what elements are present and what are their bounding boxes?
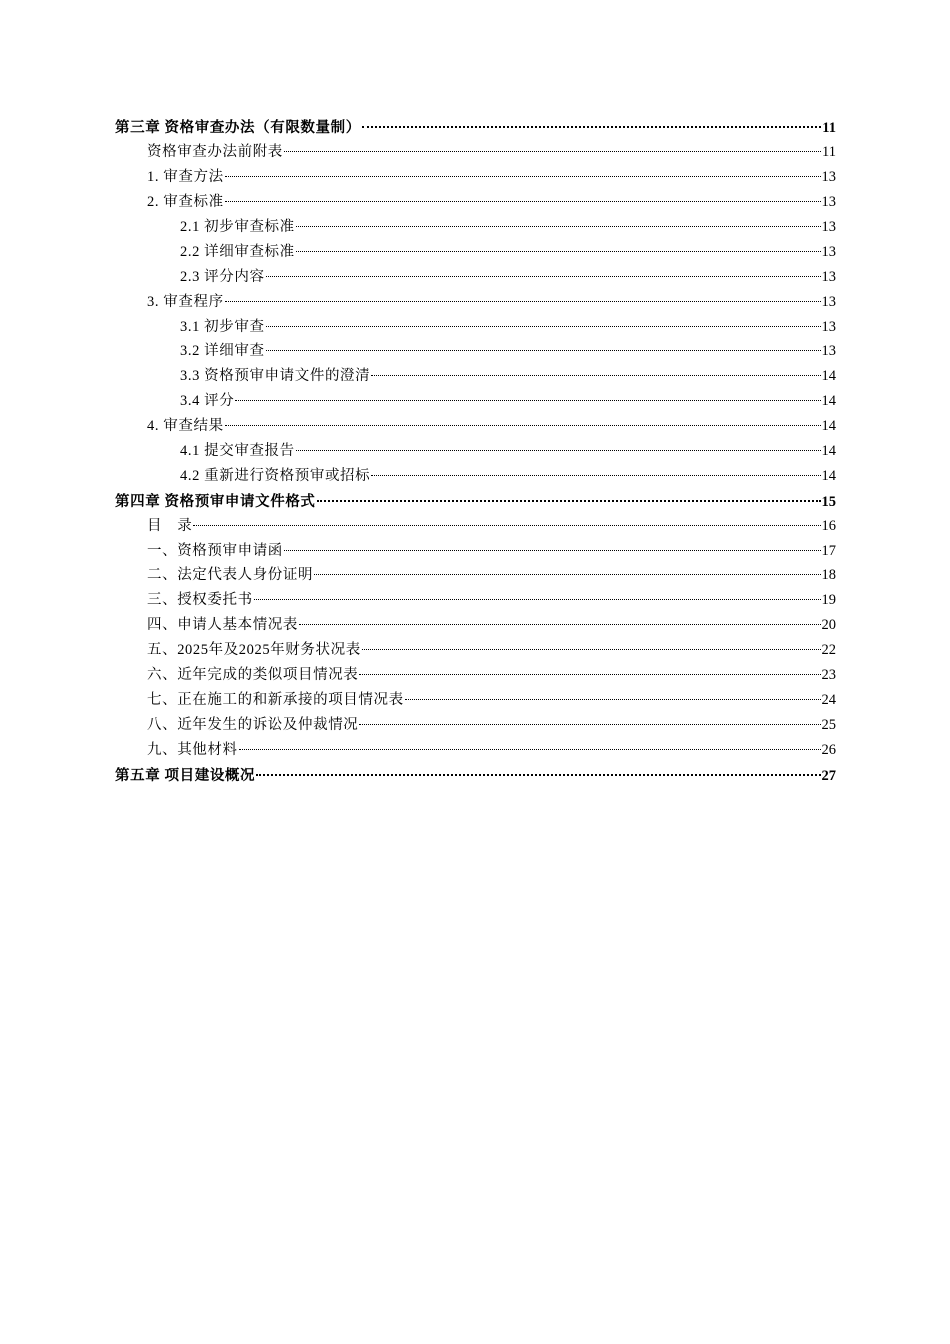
toc-entry-label: 六、近年完成的类似项目情况表 bbox=[147, 666, 359, 683]
toc-entry-label: 1. 审查方法 bbox=[147, 169, 224, 186]
toc-entry-label: 第五章 项目建设概况 bbox=[115, 767, 256, 784]
toc-entry-label: 2. 审查标准 bbox=[147, 194, 224, 211]
toc-entry-label: 4.1 提交审查报告 bbox=[180, 442, 295, 459]
toc-entry-label: 3.2 详细审查 bbox=[180, 343, 265, 360]
toc-dot-leader bbox=[296, 233, 821, 251]
toc-chapter-entry[interactable] bbox=[115, 760, 836, 785]
toc-page-number: 11 bbox=[822, 120, 836, 137]
toc-entry-label: 2.3 评分内容 bbox=[180, 268, 265, 285]
toc-entry-label: 3.4 评分 bbox=[180, 393, 235, 410]
toc-dot-leader bbox=[284, 134, 821, 152]
toc-entry-label: 3.3 资格预审申请文件的澄清 bbox=[180, 368, 371, 385]
toc-dot-leader bbox=[225, 159, 821, 177]
toc-dot-leader bbox=[225, 408, 821, 426]
toc-entry-label: 三、授权委托书 bbox=[147, 592, 253, 609]
toc-dot-leader bbox=[266, 333, 821, 351]
toc-dot-leader bbox=[235, 383, 820, 401]
toc-dot-leader bbox=[225, 184, 821, 202]
toc-dot-leader bbox=[254, 582, 821, 600]
toc-page-number: 27 bbox=[821, 767, 836, 784]
toc-page-number: 13 bbox=[821, 293, 836, 310]
toc-entry-label: 一、资格预审申请函 bbox=[147, 542, 283, 559]
toc-dot-leader bbox=[266, 308, 821, 326]
toc-dot-leader bbox=[362, 632, 821, 650]
table-of-contents bbox=[115, 113, 836, 785]
toc-page-number: 14 bbox=[821, 393, 836, 410]
toc-dot-leader bbox=[256, 756, 820, 775]
toc-page-number: 14 bbox=[821, 418, 836, 435]
toc-dot-leader bbox=[284, 532, 821, 550]
toc-entry-label: 五、2025年及2025年财务状况表 bbox=[147, 642, 361, 659]
toc-dot-leader bbox=[296, 433, 821, 451]
toc-entry-label: 3.1 初步审查 bbox=[180, 318, 265, 335]
toc-page-number: 22 bbox=[821, 642, 836, 659]
toc-dot-leader bbox=[317, 482, 821, 501]
toc-page-number: 14 bbox=[821, 442, 836, 459]
toc-entry-label: 3. 审查程序 bbox=[147, 293, 224, 310]
toc-dot-leader bbox=[239, 731, 821, 749]
toc-entry-label: 第三章 资格审查办法（有限数量制） bbox=[115, 120, 361, 137]
toc-page-number: 13 bbox=[821, 268, 836, 285]
toc-entry-label: 目 录 bbox=[147, 517, 193, 534]
toc-entry-label: 4. 审查结果 bbox=[147, 418, 224, 435]
toc-dot-leader bbox=[266, 258, 821, 276]
toc-entry-label: 第四章 资格预审申请文件格式 bbox=[115, 493, 316, 510]
toc-dot-leader bbox=[371, 457, 820, 475]
toc-entry-label: 八、近年发生的诉讼及仲裁情况 bbox=[147, 716, 359, 733]
toc-page-number: 15 bbox=[821, 493, 836, 510]
toc-page-number: 18 bbox=[821, 567, 836, 584]
toc-dot-leader bbox=[371, 358, 820, 376]
toc-dot-leader bbox=[193, 507, 820, 525]
toc-dot-leader bbox=[225, 283, 821, 301]
toc-entry-label: 二、法定代表人身份证明 bbox=[147, 567, 314, 584]
toc-dot-leader bbox=[314, 557, 820, 575]
toc-page-number: 23 bbox=[821, 666, 836, 683]
toc-entry-label: 七、正在施工的和新承接的项目情况表 bbox=[147, 691, 404, 708]
toc-dot-leader bbox=[362, 109, 821, 128]
toc-page-number: 20 bbox=[821, 617, 836, 634]
toc-entry-label: 四、申请人基本情况表 bbox=[147, 617, 298, 634]
toc-entry-label: 4.2 重新进行资格预审或招标 bbox=[180, 467, 371, 484]
toc-page-number: 19 bbox=[821, 592, 836, 609]
toc-dot-leader bbox=[299, 607, 821, 625]
toc-page-number: 11 bbox=[822, 144, 836, 161]
toc-entry-label: 2.1 初步审查标准 bbox=[180, 218, 295, 235]
toc-entry-label: 2.2 详细审查标准 bbox=[180, 243, 295, 260]
toc-page-number: 16 bbox=[821, 517, 836, 534]
toc-entry-label: 九、其他材料 bbox=[147, 741, 238, 758]
toc-page-number: 13 bbox=[821, 318, 836, 335]
toc-page-number: 13 bbox=[821, 169, 836, 186]
toc-page-number: 13 bbox=[821, 194, 836, 211]
toc-page-number: 26 bbox=[821, 741, 836, 758]
toc-dot-leader bbox=[359, 657, 820, 675]
toc-dot-leader bbox=[405, 681, 821, 699]
toc-dot-leader bbox=[359, 706, 820, 724]
toc-entry-label: 资格审查办法前附表 bbox=[147, 144, 283, 161]
toc-page-number: 25 bbox=[821, 716, 836, 733]
toc-page-number: 13 bbox=[821, 218, 836, 235]
toc-page-number: 13 bbox=[821, 343, 836, 360]
toc-page-number: 24 bbox=[821, 691, 836, 708]
toc-dot-leader bbox=[296, 209, 821, 227]
toc-page-number: 13 bbox=[821, 243, 836, 260]
toc-page-number: 17 bbox=[821, 542, 836, 559]
toc-page-number: 14 bbox=[821, 368, 836, 385]
toc-page-number: 14 bbox=[821, 467, 836, 484]
